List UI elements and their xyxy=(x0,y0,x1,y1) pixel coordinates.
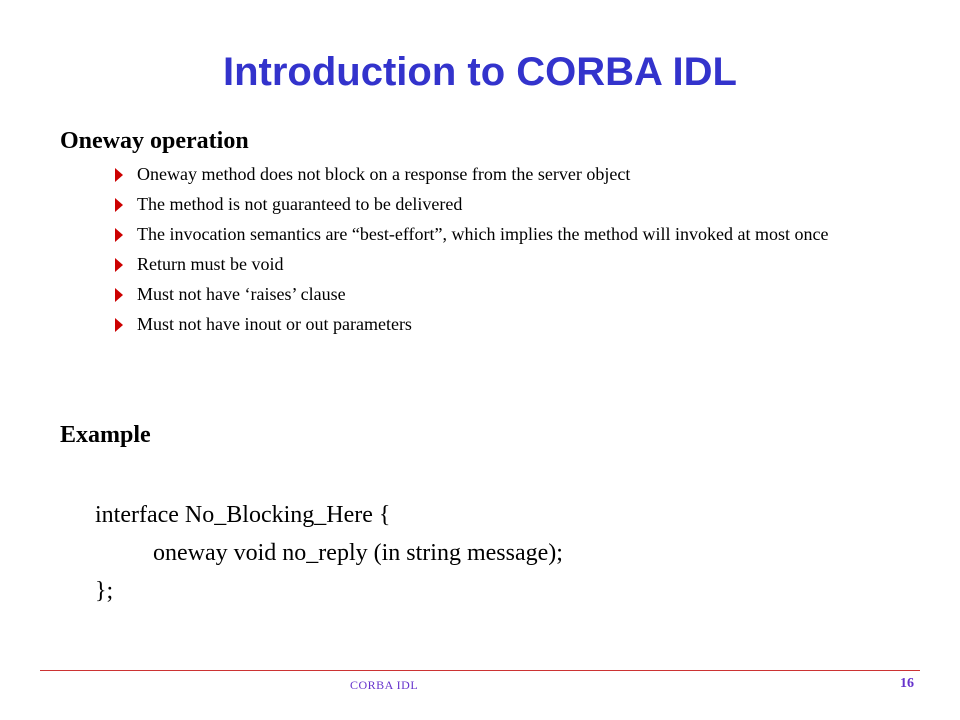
code-line: }; xyxy=(95,578,114,604)
bullet-item xyxy=(115,224,875,245)
triangle-right-icon xyxy=(115,288,123,302)
triangle-right-icon xyxy=(115,198,123,212)
footer-divider xyxy=(40,670,920,671)
triangle-right-icon xyxy=(115,168,123,182)
bullet-item xyxy=(115,194,875,215)
triangle-right-icon xyxy=(115,228,123,242)
code-line: oneway void no_reply (in string message); xyxy=(153,540,563,566)
slide-title: Introduction to CORBA IDL xyxy=(223,50,737,94)
code-line: interface No_Blocking_Here { xyxy=(95,502,391,528)
bullet-text: Must not have ‘raises’ clause xyxy=(137,284,346,304)
bullet-text: Return must be void xyxy=(137,254,284,274)
bullet-text: The invocation semantics are “best-effort”, which implies the method will invoked at most once xyxy=(137,224,829,244)
triangle-right-icon xyxy=(115,258,123,272)
bullet-item xyxy=(115,314,875,335)
bullet-item xyxy=(115,164,875,185)
bullet-item xyxy=(115,284,875,305)
triangle-right-icon xyxy=(115,318,123,332)
bullet-text: Must not have inout or out parameters xyxy=(137,314,412,334)
code-example xyxy=(95,496,563,610)
bullet-item xyxy=(115,254,875,275)
section-heading-example: Example xyxy=(60,422,151,448)
section-heading-oneway: Oneway operation xyxy=(60,128,249,154)
page-number: 16 xyxy=(900,676,914,691)
footer-label: CORBA IDL xyxy=(350,678,419,692)
bullet-text: Oneway method does not block on a response from the server object xyxy=(137,164,631,184)
bullet-text: The method is not guaranteed to be delivered xyxy=(137,194,463,214)
bullet-list xyxy=(115,164,875,344)
